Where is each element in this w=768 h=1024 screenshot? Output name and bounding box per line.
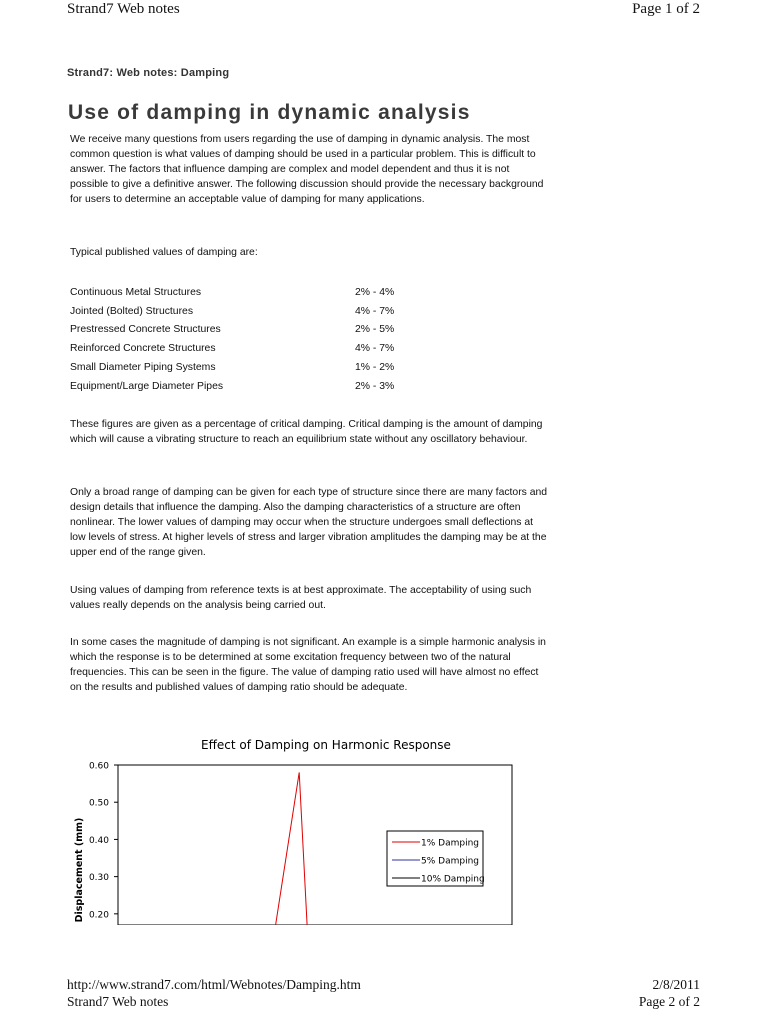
table-row [70,339,435,358]
y-axis [89,762,118,921]
page-url: http://www.strand7.com/html/Webnotes/Damping.htm [67,977,361,992]
damping-value: 2% - 5% [355,324,395,336]
print-header-title: Strand7 Web notes [67,1,180,17]
structure-name: Prestressed Concrete Structures [70,324,221,336]
print-date: 2/8/2011 [652,977,700,992]
magnitude-paragraph: In some cases the magnitude of damping is not significant. An example is a simple harmonic analysis in which the response is to be determined at some excitation frequency between two of the natural frequencies. This can be seen in the figure. The value of damping ratio used will have almost no effect on the results and published values of damping ratio should be adequate. [70,637,546,693]
damping-value: 4% - 7% [355,343,395,355]
damping-range-paragraph: Only a broad range of damping can be given for each type of structure since there are many factors and design details that influence the damping. Also the damping characteristics of a structure are often nonlinear. The lower values of damping may occur when the structure undergoes small deflections at low levels of stress. At higher levels of stress and larger vibration amplitudes the damping may be at the upper end of the range given. [70,487,548,558]
print-footer-left [67,976,361,1010]
intro-paragraph: We receive many questions from users regarding the use of damping in dynamic analysis. The most common question is what values of damping should be used in a particular problem. This is difficult to answer. The factors that influence damping are complex and model dependent and thus it is not possible to give a definitive answer. The following discussion should provide the necessary background for users to determine an acceptable value of damping for many applications. [70,134,544,205]
structure-name: Reinforced Concrete Structures [70,343,216,355]
harmonic-response-chart [70,730,520,925]
y-tick-label: 0.30 [88,873,109,884]
damping-value: 2% - 4% [355,286,395,298]
legend-label: 10% Damping [421,874,485,885]
page-title: Use of damping in dynamic analysis [68,101,471,124]
next-page-header-title: Strand7 Web notes [67,994,169,1009]
table-row [70,302,435,321]
legend-label: 5% Damping [421,856,479,867]
critical-damping-paragraph: These figures are given as a percentage of critical damping. Critical damping is the amount of damping which will cause a vibrating structure to reach an equilibrium state without any oscillatory behaviour. [70,419,543,445]
table-row [70,358,435,377]
damping-value: 1% - 2% [355,362,395,374]
table-row [70,377,435,396]
print-header-page: Page 1 of 2 [632,1,700,17]
reference-texts-paragraph: Using values of damping from reference texts is at best approximate. The acceptability of using such values really depends on the analysis being carried out. [70,585,532,611]
chart-legend [387,831,485,886]
structure-name: Continuous Metal Structures [70,286,202,298]
structure-name: Jointed (Bolted) Structures [70,305,194,317]
breadcrumb: Strand7: Web notes: Damping [67,67,230,79]
chart-title: Effect of Damping on Harmonic Response [201,738,451,752]
next-page-number: Page 2 of 2 [638,994,700,1009]
table-row [70,283,435,302]
damping-values-table [70,283,435,396]
y-tick-label: 0.60 [88,761,109,772]
y-axis-label: Displacement (mm) [74,817,85,923]
table-row [70,321,435,340]
typical-values-label: Typical published values of damping are: [70,247,258,258]
structure-name: Equipment/Large Diameter Pipes [70,380,224,392]
print-footer-right [639,976,700,1010]
y-tick-label: 0.40 [88,835,109,846]
damping-value: 4% - 7% [355,305,395,317]
y-tick-label: 0.50 [88,798,109,809]
legend-label: 1% Damping [421,838,479,849]
structure-name: Small Diameter Piping Systems [70,362,216,374]
damping-value: 2% - 3% [355,380,395,392]
y-tick-label: 0.20 [88,910,109,921]
